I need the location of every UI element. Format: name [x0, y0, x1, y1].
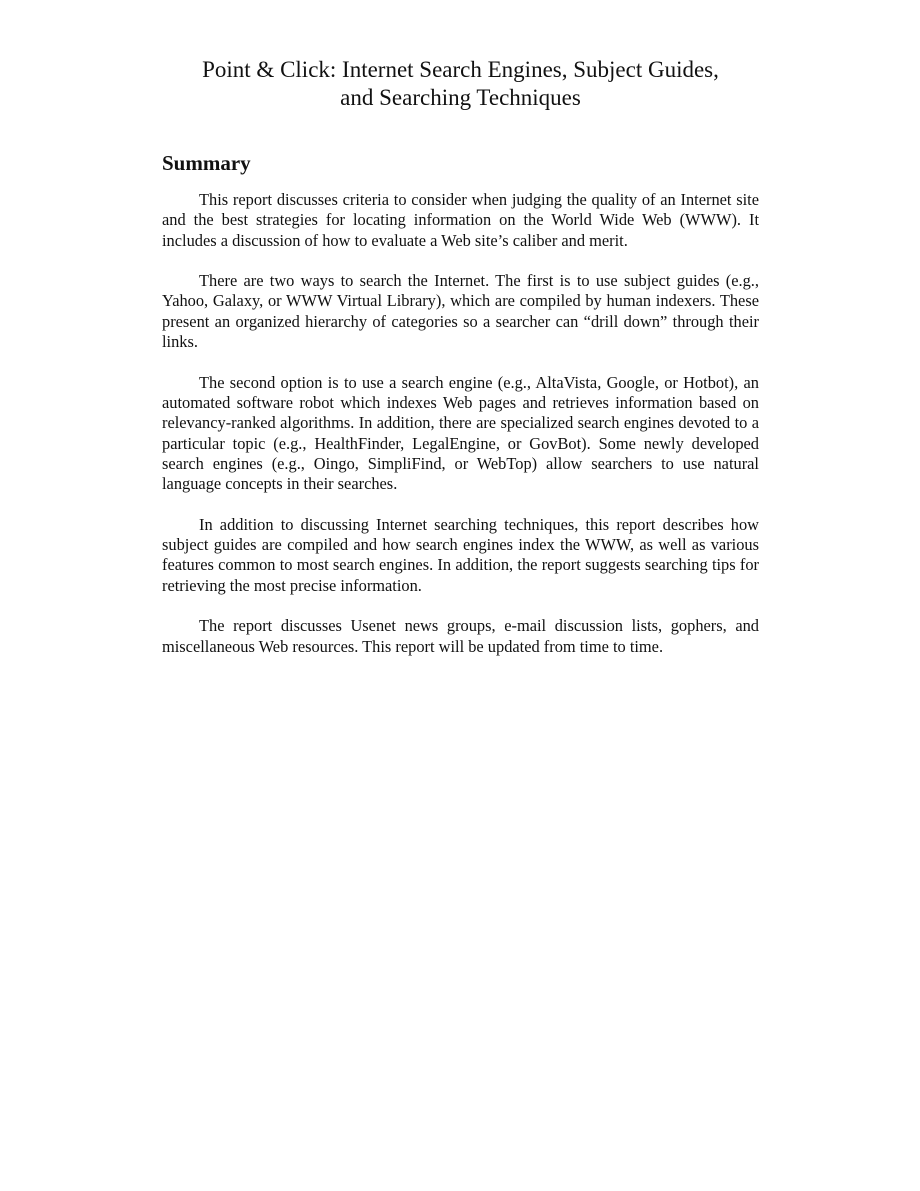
document-title-line-2: and Searching Techniques: [340, 85, 581, 110]
summary-paragraph-5: The report discusses Usenet news groups, e-mail discussion lists, gophers, and miscellaneous Web resources. This report will be updated from time to time.: [162, 616, 759, 656]
document-page: [162, 56, 759, 677]
summary-paragraph-1: This report discusses criteria to consider when judging the quality of an Internet site and the best strategies for locating information on the World Wide Web (WWW). It includes a discussion of how to evaluate a Web site’s caliber and merit.: [162, 190, 759, 250]
summary-paragraph-2: There are two ways to search the Internet. The first is to use subject guides (e.g., Yahoo, Galaxy, or WWW Virtual Library), which are compiled by human indexers. These present an organized hierarchy of categories so a searcher can “drill down” through their links.: [162, 271, 759, 352]
document-title: [162, 56, 759, 112]
document-title-line-1: Point & Click: Internet Search Engines, Subject Guides,: [202, 57, 719, 82]
summary-paragraph-3: The second option is to use a search engine (e.g., AltaVista, Google, or Hotbot), an automated software robot which indexes Web pages and retrieves information based on relevancy-ranked algorithms. In addition, there are specialized search engines devoted to a particular topic (e.g., HealthFinder, LegalEngine, or GovBot). Some newly developed search engines (e.g., Oingo, SimpliFind, or WebTop) allow searchers to use natural language concepts in their searches.: [162, 372, 759, 494]
summary-paragraph-4: In addition to discussing Internet searching techniques, this report describes how subject guides are compiled and how search engines index the WWW, as well as various features common to most search engines. In addition, the report suggests searching tips for retrieving the most precise information.: [162, 514, 759, 595]
summary-heading: Summary: [162, 151, 251, 175]
